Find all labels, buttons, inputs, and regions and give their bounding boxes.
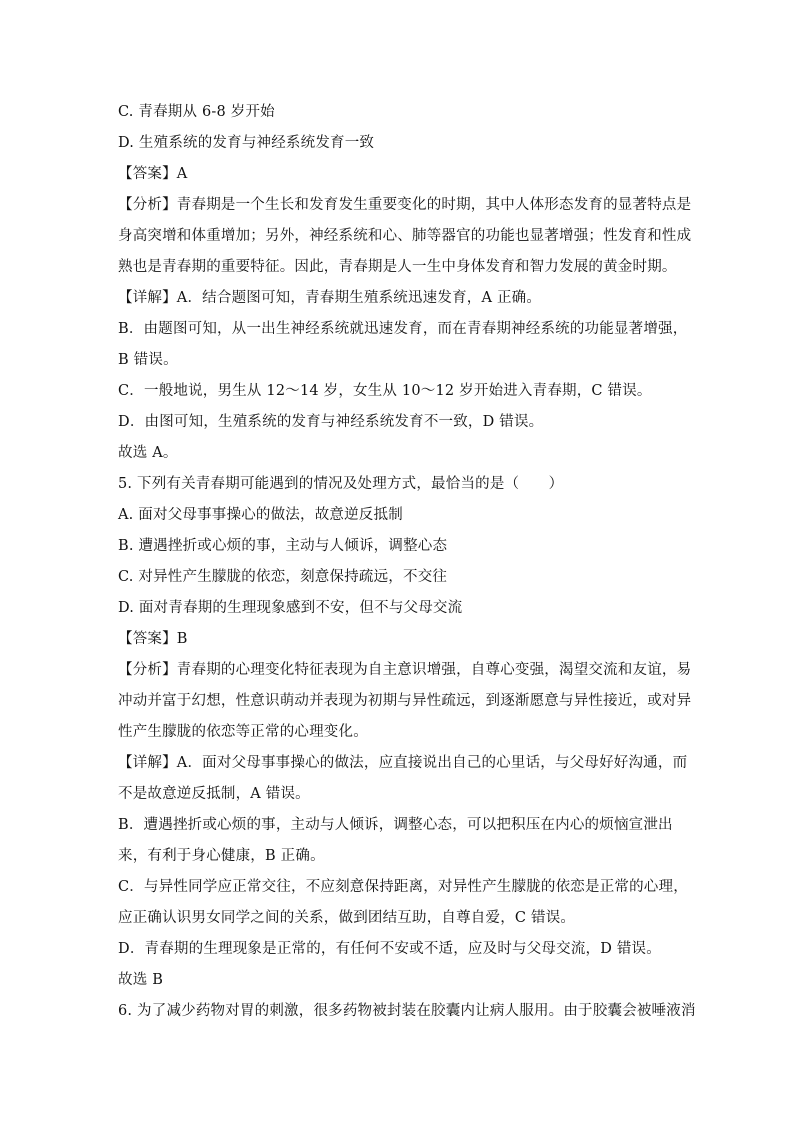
explanation-line: B．遭遇挫折或心烦的事，主动与人倾诉，调整心态，可以把积压在内心的烦恼宣泄出: [118, 817, 673, 833]
analysis-line: 熟也是青春期的重要特征。因此，青春期是人一生中身体发育和智力发展的黄金时期。: [118, 259, 677, 275]
explanation-line: C．与异性同学应正常交往，不应刻意保持距离，对异性产生朦胧的依恋是正常的心理，: [118, 879, 688, 895]
option-b-line: B. 遭遇挫折或心烦的事，主动与人倾诉，调整心态: [118, 538, 448, 554]
explanation-line: D．由图可知，生殖系统的发育与神经系统发育不一致，D 错误。: [118, 414, 544, 430]
option-c-line: C. 青春期从 6-8 岁开始: [118, 104, 275, 120]
explanation-line: C．一般地说，男生从 12～14 岁，女生从 10～12 岁开始进入青春期，C 错误。: [118, 383, 652, 399]
conclusion-line: 故选 A。: [118, 445, 178, 461]
explanation-line: B．由题图可知，从一出生神经系统就迅速发育，而在青春期神经系统的功能显著增强，: [118, 321, 688, 337]
question-6-stem: 6. 为了减少药物对胃的刺激，很多药物被封装在胶囊内让病人服用。由于胶囊会被唾液消: [118, 1003, 696, 1019]
analysis-line: 【分析】青春期的心理变化特征表现为自主意识增强，自尊心变强，渴望交流和友谊，易: [118, 662, 692, 678]
analysis-line: 性产生朦胧的依恋等正常的心理变化。: [118, 724, 368, 740]
option-d-line: D. 面对青春期的生理现象感到不安，但不与父母交流: [118, 600, 463, 616]
option-d-line: D. 生殖系统的发育与神经系统发育一致: [118, 135, 375, 151]
analysis-line: 身高突增和体重增加；另外，神经系统和心、肺等器官的功能也显著增强；性发育和性成: [118, 228, 692, 244]
explanation-line: 应正确认识男女同学之间的关系，做到团结互助，自尊自爱，C 错误。: [118, 910, 576, 926]
explanation-line: 【详解】A．面对父母事事操心的做法，应直接说出自己的心里话，与父母好好沟通，而: [118, 755, 688, 771]
explanation-line: B 错误。: [118, 352, 178, 368]
conclusion-line: 故选 B: [118, 972, 164, 988]
option-c-line: C. 对异性产生朦胧的依恋，刻意保持疏远，不交往: [118, 569, 448, 585]
answer-line: 【答案】B: [118, 631, 188, 647]
analysis-line: 冲动并富于幻想，性意识萌动并表现为初期与异性疏远，到逐渐愿意与异性接近，或对异: [118, 693, 692, 709]
explanation-line: 不是故意逆反抵制，A 错误。: [118, 786, 310, 802]
analysis-line: 【分析】青春期是一个生长和发育发生重要变化的时期，其中人体形态发育的显著特点是: [118, 197, 692, 213]
question-5-stem: 5. 下列有关青春期可能遇到的情况及处理方式，最恰当的是（ ）: [118, 476, 564, 492]
explanation-line: 【详解】A．结合题图可知，青春期生殖系统迅速发育，A 正确。: [118, 290, 542, 306]
explanation-line: 来，有利于身心健康，B 正确。: [118, 848, 325, 864]
answer-line: 【答案】A: [118, 166, 188, 182]
explanation-line: D．青春期的生理现象是正常的，有任何不安或不适，应及时与父母交流，D 错误。: [118, 941, 661, 957]
option-a-line: A. 面对父母事事操心的做法，故意逆反抵制: [118, 507, 403, 523]
